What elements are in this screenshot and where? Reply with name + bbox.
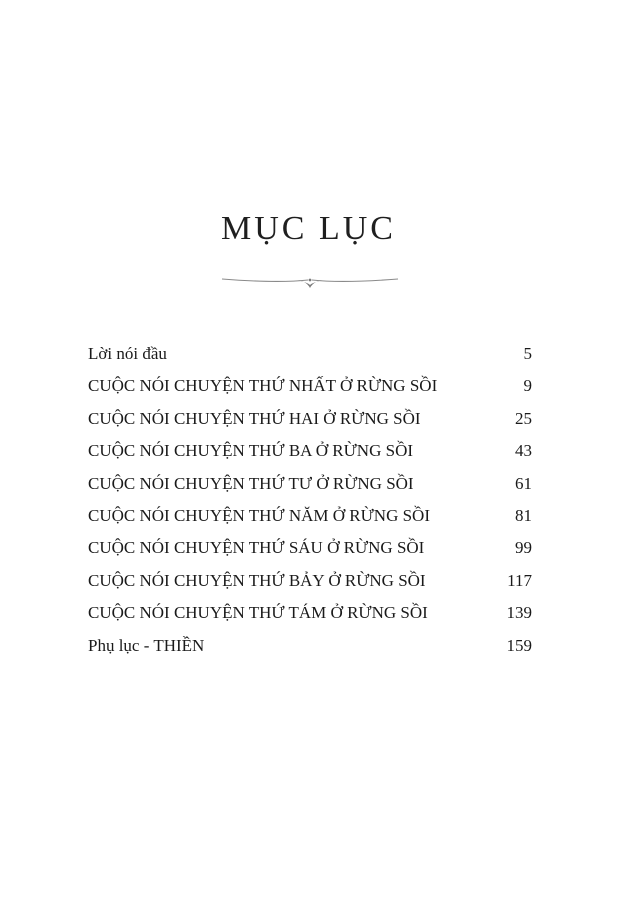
- page-title: MỤC LỤC: [221, 210, 396, 247]
- toc-entry-page: 25: [515, 408, 532, 428]
- toc-entry-page: 61: [515, 473, 532, 493]
- toc-entry-page: 9: [523, 376, 532, 396]
- toc-entry-page: 81: [515, 505, 532, 525]
- toc-entry[interactable]: [88, 340, 532, 372]
- toc-entry[interactable]: [88, 405, 532, 437]
- toc-entry-title: CUỘC NÓI CHUYỆN THỨ SÁU Ở RỪNG SỒI: [88, 538, 425, 558]
- divider-swash-icon: [220, 270, 400, 292]
- toc-entry[interactable]: [88, 502, 532, 534]
- toc-entry-page: 43: [515, 441, 532, 461]
- toc-entry-page: 139: [506, 603, 532, 623]
- toc-entry-title: CUỘC NÓI CHUYỆN THỨ BẢY Ở RỪNG SỒI: [88, 570, 426, 590]
- toc-entry-title: CUỘC NÓI CHUYỆN THỨ TƯ Ở RỪNG SỒI: [88, 473, 414, 493]
- toc-entry-page: 5: [523, 344, 532, 363]
- toc-entry-page: 159: [506, 635, 532, 655]
- toc-entry-page: 117: [507, 570, 532, 590]
- toc-entry[interactable]: [88, 372, 532, 404]
- table-of-contents: [88, 340, 532, 664]
- toc-entry-title: Phụ lục - THIỀN: [88, 635, 205, 655]
- toc-entry[interactable]: [88, 470, 532, 502]
- toc-entry[interactable]: [88, 534, 532, 566]
- toc-entry[interactable]: [88, 437, 532, 469]
- toc-entry-title: CUỘC NÓI CHUYỆN THỨ NĂM Ở RỪNG SỒI: [88, 505, 430, 525]
- toc-entry[interactable]: [88, 632, 532, 664]
- toc-entry-title: CUỘC NÓI CHUYỆN THỨ HAI Ở RỪNG SỒI: [88, 408, 421, 428]
- toc-entry[interactable]: [88, 567, 532, 599]
- toc-entry-page: 99: [515, 538, 532, 558]
- toc-entry-title: CUỘC NÓI CHUYỆN THỨ BA Ở RỪNG SỒI: [88, 441, 414, 461]
- toc-entry-title: CUỘC NÓI CHUYỆN THỨ TÁM Ở RỪNG SỒI: [88, 603, 428, 623]
- toc-entry-title: Lời nói đầu: [88, 344, 167, 363]
- toc-entry-title: CUỘC NÓI CHUYỆN THỨ NHẤT Ở RỪNG SỒI: [88, 376, 438, 396]
- toc-entry[interactable]: [88, 599, 532, 631]
